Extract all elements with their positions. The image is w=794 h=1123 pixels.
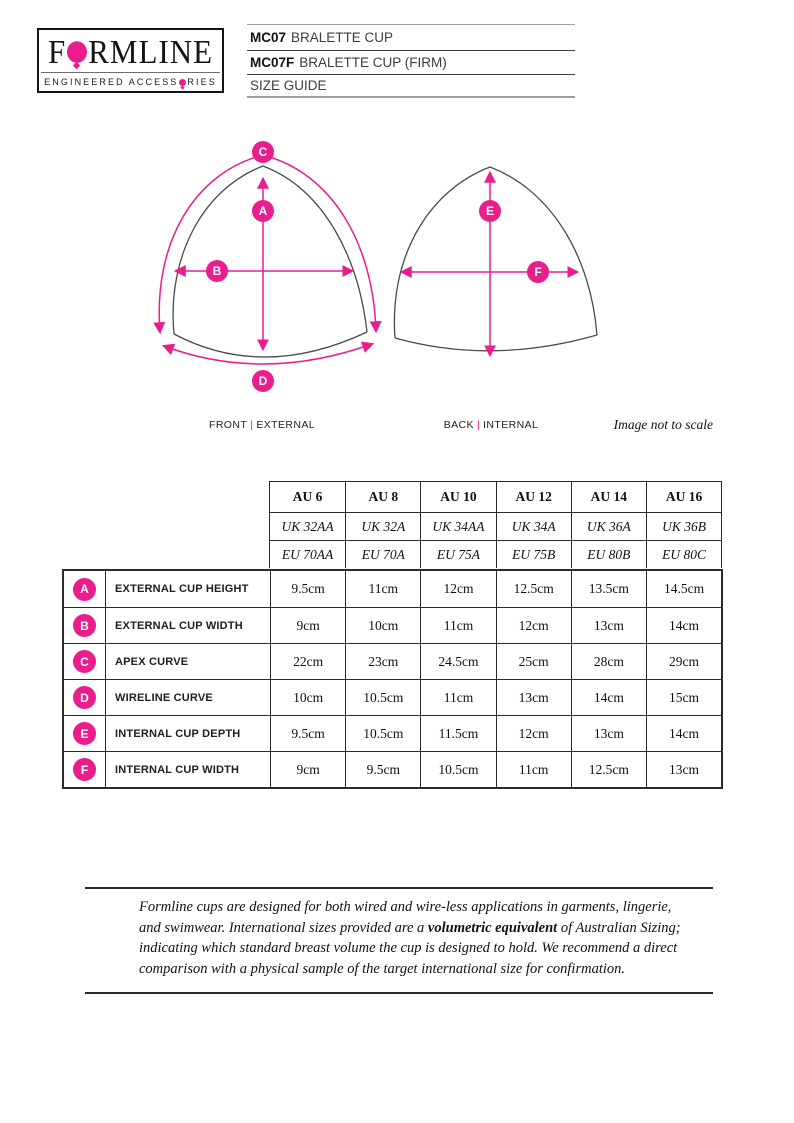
eu-size-cell: EU 75B: [496, 540, 571, 568]
product-title-2: [247, 50, 575, 74]
marker-letter-f: F: [534, 265, 542, 279]
footnote-text-before: Formline cups are designed for both wired and wire-less applications in garments, lingerie, and swimwear. International sizes provided are a: [139, 899, 672, 936]
eu-size-cell: EU 80C: [646, 540, 721, 568]
size-table-body: [62, 569, 723, 789]
value-cell: 9.5cm: [270, 715, 345, 751]
eu-size-cell: EU 80B: [571, 540, 646, 568]
marker-cell: [64, 715, 105, 751]
front-caption-left: FRONT: [209, 419, 248, 431]
value-cell: 13cm: [496, 679, 571, 715]
value-cell: 10cm: [345, 607, 420, 643]
brand-tagline: [44, 77, 217, 87]
brand-text: [47, 32, 214, 70]
footnote-section: [85, 887, 713, 994]
value-cell: 10.5cm: [345, 715, 420, 751]
tagline-post: RIES: [187, 77, 217, 87]
marker-badge-b: [206, 260, 228, 282]
value-cell: 14cm: [646, 715, 721, 751]
uk-size-cell: UK 34AA: [420, 512, 495, 540]
value-cell: 13cm: [571, 715, 646, 751]
value-cell: 11cm: [496, 751, 571, 787]
back-cup-wireline: [395, 335, 597, 351]
uk-size-cell: UK 34A: [496, 512, 571, 540]
footnote-paragraph: [139, 897, 687, 979]
marker-cell: [64, 751, 105, 787]
marker-letter-c: C: [258, 145, 268, 159]
footnote-text-bold: volumetric equivalent: [427, 919, 558, 936]
value-cell: 11cm: [345, 571, 420, 607]
value-cell: 28cm: [571, 643, 646, 679]
marker-letter-a: A: [258, 204, 268, 218]
wireline-curve-arrow: [164, 344, 372, 364]
value-cell: 23cm: [345, 643, 420, 679]
marker-badge-e: [479, 200, 501, 222]
value-cell: 10.5cm: [420, 751, 495, 787]
marker-badge-a: [252, 200, 274, 222]
value-cell: 12.5cm: [496, 571, 571, 607]
eu-size-cell: EU 70A: [345, 540, 420, 568]
marker-badge: E: [73, 722, 96, 745]
value-cell: 12.5cm: [571, 751, 646, 787]
row-label: WIRELINE CURVE: [105, 679, 270, 715]
size-table-header: [269, 481, 722, 568]
back-cup-outline: [394, 167, 597, 338]
front-cup-group: [159, 141, 376, 392]
back-caption-right: INTERNAL: [483, 419, 539, 431]
value-cell: 25cm: [496, 643, 571, 679]
row-label: EXTERNAL CUP HEIGHT: [105, 571, 270, 607]
product-name-1: BRALETTE CUP: [291, 30, 394, 45]
value-cell: 12cm: [496, 715, 571, 751]
au-size-cell: AU 6: [292, 489, 323, 504]
value-cell: 9.5cm: [270, 571, 345, 607]
row-label: APEX CURVE: [105, 643, 270, 679]
value-cell: 14cm: [571, 679, 646, 715]
eu-size-cell: EU 70AA: [270, 540, 345, 568]
marker-cell: [64, 571, 105, 607]
balloon-dot-icon: [179, 79, 186, 86]
marker-letter-b: B: [212, 264, 222, 278]
au-size-cell: AU 16: [646, 482, 721, 512]
value-cell: 10cm: [270, 679, 345, 715]
marker-badge: C: [73, 650, 96, 673]
brand-wordmark: [39, 30, 222, 72]
apex-curve-arrow: [159, 155, 376, 332]
front-cup-wireline: [174, 332, 367, 357]
back-caption: [409, 419, 573, 431]
marker-cell: [64, 643, 105, 679]
front-caption-separator: |: [250, 419, 254, 431]
cup-diagram: [140, 135, 620, 407]
value-cell: 11cm: [420, 679, 495, 715]
value-cell: 24.5cm: [420, 643, 495, 679]
value-cell: 13.5cm: [571, 571, 646, 607]
balloon-knot-icon: [73, 61, 80, 69]
value-cell: 9.5cm: [345, 751, 420, 787]
au-size-cell: AU 8: [345, 482, 420, 512]
uk-size-cell: UK 32AA: [270, 512, 345, 540]
value-cell: 13cm: [571, 607, 646, 643]
au-size-cell: AU 12: [496, 482, 571, 512]
footnote-text-after: of Australian Sizing; indicating which standard breast volume the cup is designed to hold. We recommend a direct comparison with a physical sample of the target international size for confirmation.: [139, 919, 681, 977]
value-cell: 14cm: [646, 607, 721, 643]
scale-note: Image not to scale: [613, 417, 713, 432]
product-name-2: BRALETTE CUP (FIRM): [299, 55, 447, 70]
page-title-label: SIZE GUIDE: [250, 78, 327, 93]
balloon-dot-knot-icon: [181, 85, 185, 89]
value-cell: 11cm: [420, 607, 495, 643]
tagline-pre: ENGINEERED ACCESS: [44, 77, 179, 87]
marker-badge: D: [73, 686, 96, 709]
value-cell: 13cm: [646, 751, 721, 787]
formline-logo: [37, 28, 224, 93]
marker-cell: [64, 679, 105, 715]
marker-badge: F: [73, 758, 96, 781]
value-cell: 29cm: [646, 643, 721, 679]
brand-text-post: RMLINE: [88, 32, 214, 70]
title-block: [247, 24, 575, 98]
au-size-cell: AU 10: [420, 482, 495, 512]
value-cell: 14.5cm: [646, 571, 721, 607]
value-cell: 15cm: [646, 679, 721, 715]
page-title: [247, 74, 575, 98]
front-caption-right: EXTERNAL: [256, 419, 315, 431]
marker-letter-e: E: [485, 204, 495, 218]
back-caption-left: BACK: [443, 419, 474, 431]
row-label: INTERNAL CUP DEPTH: [105, 715, 270, 751]
value-cell: 22cm: [270, 643, 345, 679]
eu-size-cell: EU 75A: [420, 540, 495, 568]
balloon-o-icon: [67, 41, 87, 63]
brand-text-pre: F: [47, 32, 67, 70]
uk-size-cell: UK 32A: [345, 512, 420, 540]
brand-tagline-row: [39, 73, 222, 91]
product-title-1: [247, 24, 575, 50]
marker-badge: A: [73, 578, 96, 601]
product-code-2: MC07F: [250, 55, 295, 70]
product-code-1: MC07: [250, 30, 287, 45]
front-caption: [180, 419, 344, 431]
value-cell: 10.5cm: [345, 679, 420, 715]
marker-badge: B: [73, 614, 96, 637]
value-cell: 12cm: [496, 607, 571, 643]
marker-badge-c: [252, 141, 274, 163]
value-cell: 9cm: [270, 751, 345, 787]
marker-letter-d: D: [258, 374, 268, 388]
au-size-cell: AU 14: [571, 482, 646, 512]
value-cell: 9cm: [270, 607, 345, 643]
back-cup-group: [394, 167, 597, 355]
uk-size-cell: UK 36B: [646, 512, 721, 540]
value-cell: 12cm: [420, 571, 495, 607]
marker-cell: [64, 607, 105, 643]
value-cell: 11.5cm: [420, 715, 495, 751]
uk-size-cell: UK 36A: [571, 512, 646, 540]
marker-badge-d: [252, 370, 274, 392]
row-label: INTERNAL CUP WIDTH: [105, 751, 270, 787]
row-label: EXTERNAL CUP WIDTH: [105, 607, 270, 643]
marker-badge-f: [527, 261, 549, 283]
back-caption-separator: |: [476, 419, 481, 431]
